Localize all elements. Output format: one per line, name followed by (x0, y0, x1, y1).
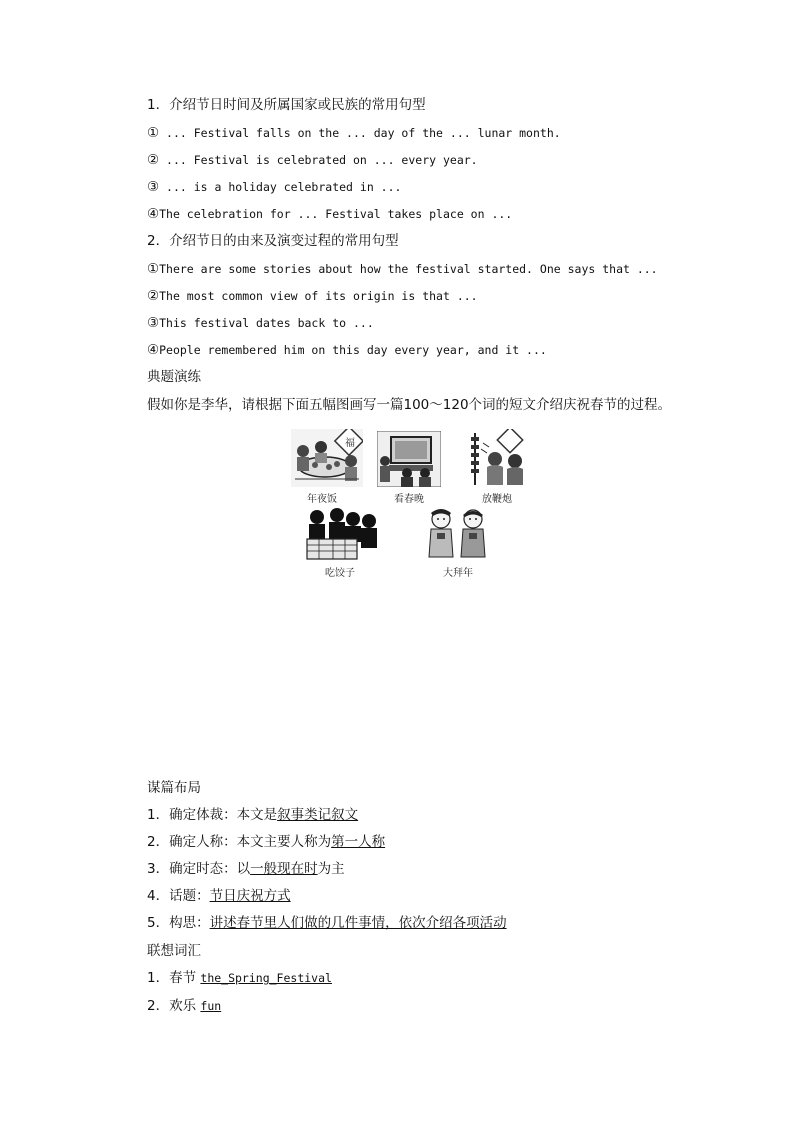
caption-new-years-eve-dinner: 年夜饭 (307, 494, 337, 505)
exercise-heading: 典题演练 (147, 369, 201, 385)
item-number: ② (147, 152, 160, 168)
vocab-answer: fun (200, 999, 222, 1013)
item-tail: 为主 (317, 861, 345, 877)
new-years-eve-dinner-illustration (291, 429, 363, 487)
item-answer: 讲述春节里人们做的几件事情，依次介绍各项活动 (209, 915, 507, 931)
exercise-prompt: 假如你是李华，请根据下面五幅图画写一篇100～120个词的短文介绍庆祝春节的过程。 (147, 397, 672, 413)
item-number: ③ (147, 179, 160, 195)
vocab-item-1 (147, 969, 332, 988)
section1-item-2 (147, 151, 478, 170)
item-label: 1．确定体裁：本文是 (147, 807, 278, 823)
section1-item-3 (147, 178, 401, 197)
item-text: People remembered him on this day every year, and it ... (159, 343, 547, 357)
item-text: The celebration for ... Festival takes place on ... (159, 207, 513, 221)
item-label: 3．确定时态：以 (147, 861, 251, 877)
section2-item-1 (147, 260, 658, 279)
item-answer: 节日庆祝方式 (209, 888, 291, 904)
vocab-answer: the_Spring_Festival (200, 971, 332, 985)
item-text: This festival dates back to ... (159, 316, 374, 330)
item-number: ④ (147, 342, 160, 358)
new-year-greetings-illustration (425, 507, 491, 561)
layout-item-5 (147, 914, 507, 932)
caption-eating-dumplings: 吃饺子 (325, 568, 355, 579)
layout-item-4 (147, 887, 291, 905)
vocab-label: 2．欢乐 (147, 998, 201, 1014)
item-text: ... is a holiday celebrated in ... (159, 180, 402, 194)
caption-watching-gala: 看春晚 (394, 494, 424, 505)
vocab-item-2 (147, 997, 221, 1016)
item-text: There are some stories about how the festival started. One says that ... (159, 262, 658, 276)
item-number: ② (147, 288, 160, 304)
item-number: ① (147, 261, 160, 277)
item-number: ④ (147, 206, 160, 222)
section2-item-4 (147, 341, 547, 360)
section2-item-2 (147, 287, 478, 306)
caption-firecrackers: 放鞭炮 (482, 494, 512, 505)
vocab-label: 1．春节 (147, 970, 201, 986)
watching-gala-illustration (377, 431, 441, 487)
svg-text:福: 福 (345, 438, 355, 449)
layout-item-1 (147, 806, 358, 824)
item-answer: 第一人称 (331, 834, 386, 850)
eating-dumplings-illustration (303, 507, 379, 561)
firecrackers-illustration (465, 429, 529, 489)
item-number: ① (147, 125, 160, 141)
section1-heading: 1．介绍节日时间及所属国家或民族的常用句型 (147, 97, 426, 113)
item-answer: 一般现在时 (250, 861, 318, 877)
layout-item-3 (147, 860, 345, 878)
item-text: The most common view of its origin is that ... (159, 289, 478, 303)
section1-item-4 (147, 205, 512, 224)
section1-item-1 (147, 124, 561, 143)
caption-new-year-greetings: 大拜年 (443, 568, 473, 579)
item-text: ... Festival is celebrated on ... every year. (159, 153, 478, 167)
item-label: 5．构思： (147, 915, 210, 931)
item-label: 2．确定人称：本文主要人称为 (147, 834, 332, 850)
item-text: ... Festival falls on the ... day of the ... lunar month. (159, 126, 561, 140)
item-number: ③ (147, 315, 160, 331)
item-answer: 叙事类记叙文 (277, 807, 359, 823)
section2-item-3 (147, 314, 374, 333)
layout-item-2 (147, 833, 385, 851)
layout-heading: 谋篇布局 (147, 780, 201, 796)
item-label: 4．话题： (147, 888, 210, 904)
vocab-heading: 联想词汇 (147, 943, 201, 959)
section2-heading: 2．介绍节日的由来及演变过程的常用句型 (147, 233, 399, 249)
